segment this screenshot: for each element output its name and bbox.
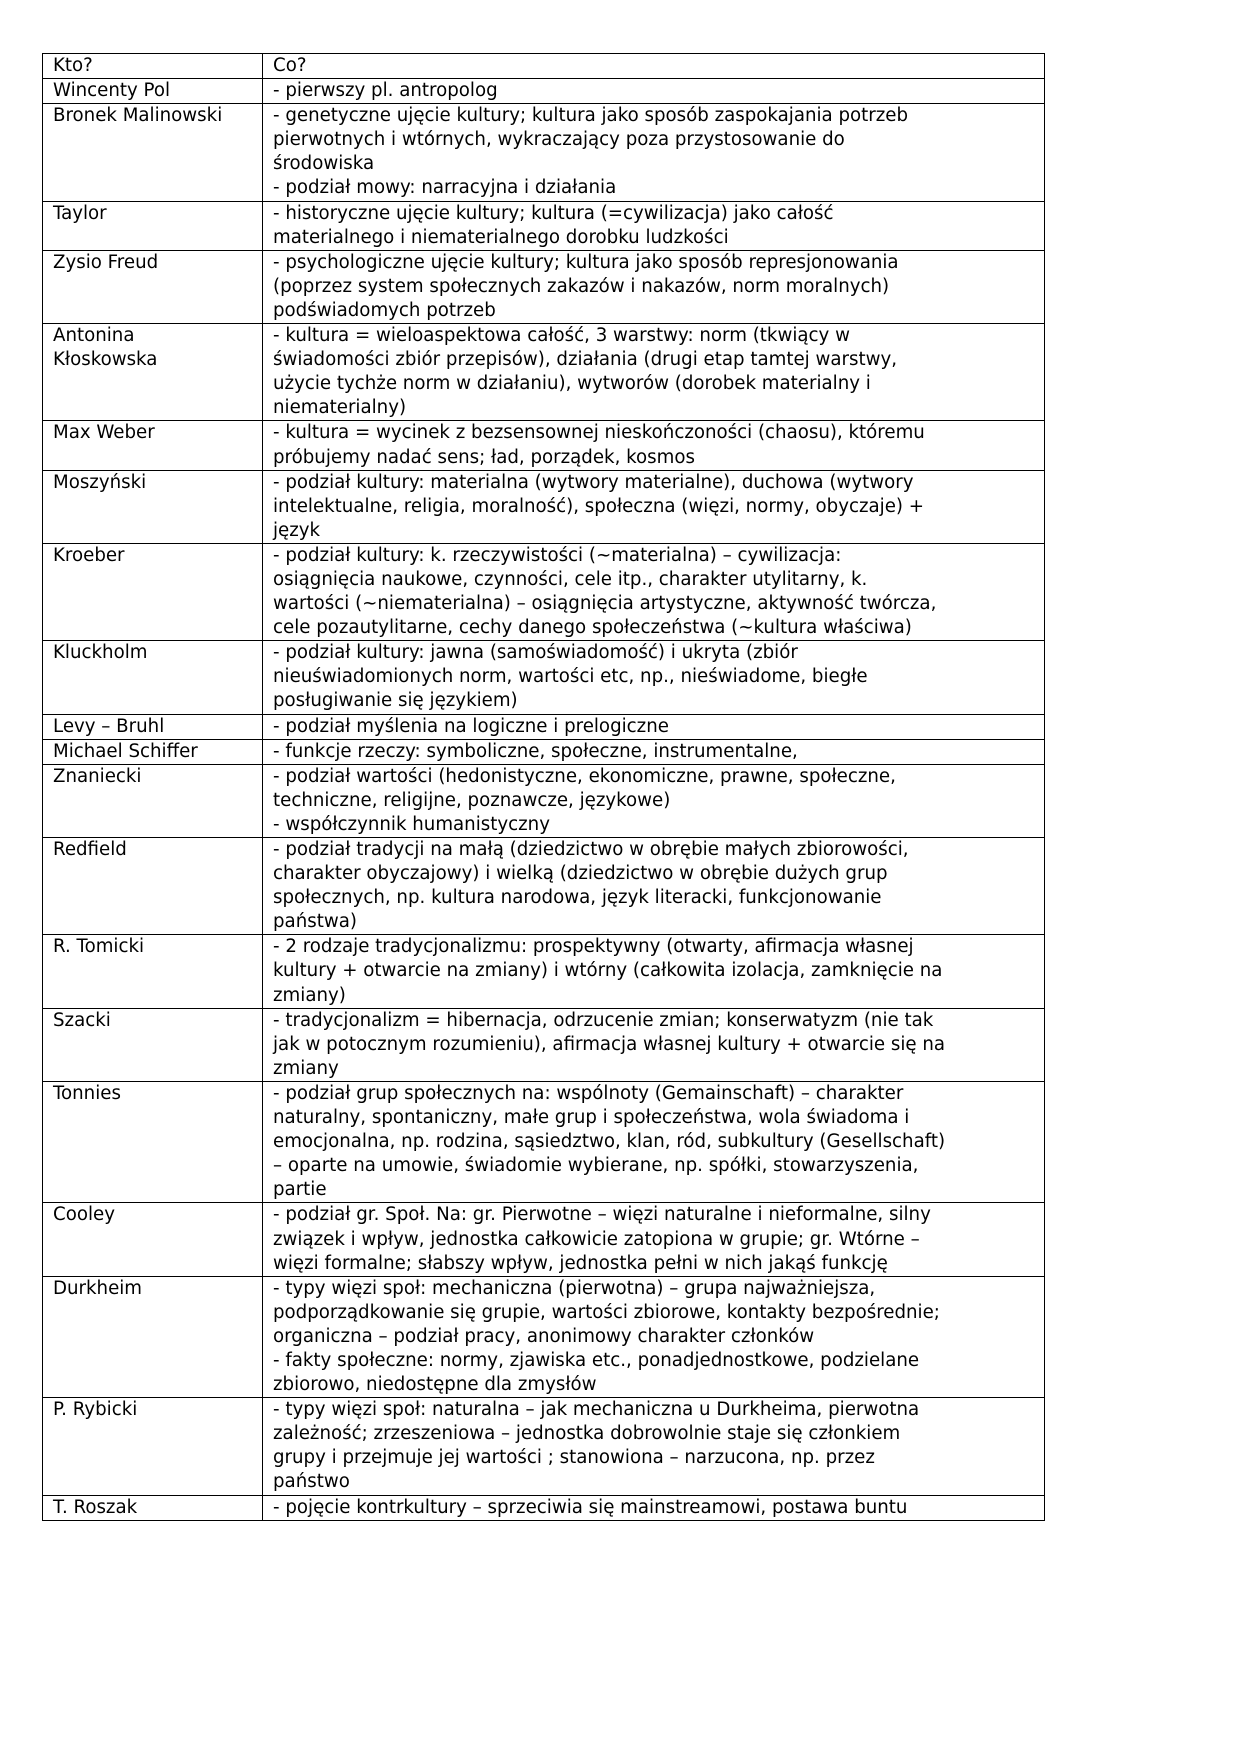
concept-text-line: - fakty społeczne: normy, zjawiska etc., ponadjednostkowe, podzielane <box>273 1349 920 1371</box>
concept-text-line: - typy więzi społ: naturalna – jak mechaniczna u Durkheima, pierwotna <box>273 1399 920 1421</box>
concept-text-line: materialnego i niematerialnego dorobku ludzkości <box>273 226 729 248</box>
person-name-line: Redfield <box>53 839 127 860</box>
person-name-line: Levy – Bruhl <box>53 715 165 737</box>
concept-text-line: charakter obyczajowy) i wielką (dziedzictwo w obrębie dużych grup <box>273 863 888 885</box>
table-row <box>43 1276 1045 1397</box>
concept-text-line: partie <box>273 1179 327 1201</box>
person-cell <box>43 543 263 640</box>
concept-cell <box>263 201 1045 250</box>
person-cell <box>43 421 263 470</box>
concept-cell <box>263 324 1045 421</box>
person-name-line: Tonnies <box>53 1082 121 1104</box>
concept-text-line: świadomości zbiór przepisów), działania (drugi etap tamtej warstwy, <box>273 349 897 371</box>
header-what <box>263 54 1045 79</box>
person-name-line: Bronek Malinowski <box>53 105 223 127</box>
concept-text-line: - podział mowy: narracyjna i działania <box>273 177 617 199</box>
person-cell <box>43 201 263 250</box>
person-name-line: R. Tomicki <box>53 936 145 958</box>
concept-cell <box>263 739 1045 764</box>
table-row <box>43 201 1045 250</box>
concept-text-line: - kultura = wycinek z bezsensownej nieskończoności (chaosu), któremu <box>273 422 925 444</box>
table-row <box>43 421 1045 470</box>
concept-text-line: środowiska <box>273 153 375 175</box>
concept-text-line: - historyczne ujęcie kultury; kultura (=cywilizacja) jako całość <box>273 202 834 224</box>
header-what-label: Co? <box>273 55 307 76</box>
person-name-line: Szacki <box>53 1009 111 1031</box>
person-name-line: Max Weber <box>53 422 155 444</box>
person-name-line: Antonina <box>53 325 135 347</box>
concept-text-line: osiągnięcia naukowe, czynności, cele itp., charakter utylitarny, k. <box>273 568 868 590</box>
person-cell <box>43 935 263 1008</box>
table-row <box>43 470 1045 543</box>
table-body <box>43 54 1045 1521</box>
concept-text-line: język <box>273 519 321 541</box>
concept-text-line: więzi formalne; słabszy wpływ, jednostka pełni w nich jakąś funkcję <box>273 1252 888 1274</box>
concept-text-line: - psychologiczne ujęcie kultury; kultura jako sposób represjonowania <box>273 251 899 273</box>
person-name-line: Durkheim <box>53 1277 143 1299</box>
concept-text-line: kultury + otwarcie na zmiany) i wtórny (całkowita izolacja, zamknięcie na <box>273 960 943 982</box>
person-cell <box>43 714 263 739</box>
concept-text-line: - podział kultury: k. rzeczywistości (~materialna) – cywilizacja: <box>273 544 842 566</box>
concept-cell <box>263 1495 1045 1520</box>
table-row <box>43 1081 1045 1202</box>
table-row <box>43 739 1045 764</box>
concept-text-line: (poprzez system społecznych zakazów i nakazów, norm moralnych) <box>273 275 890 297</box>
person-name-line: Zysio Freud <box>53 251 159 273</box>
person-cell <box>43 104 263 201</box>
concept-text-line: - typy więzi społ: mechaniczna (pierwotna) – grupa najważniejsza, <box>273 1277 876 1299</box>
person-name-line: Taylor <box>53 202 107 224</box>
person-cell <box>43 1398 263 1495</box>
concept-cell <box>263 1398 1045 1495</box>
concept-cell <box>263 641 1045 714</box>
concept-text-line: państwa) <box>273 911 357 933</box>
concept-text-line: zbiorowo, niedostępne dla zmysłów <box>273 1374 597 1396</box>
person-cell <box>43 1008 263 1081</box>
table-header-row <box>43 54 1045 79</box>
concept-text-line: niematerialny) <box>273 397 407 419</box>
concept-text-line: – oparte na umowie, świadomie wybierane, np. spółki, stowarzyszenia, <box>273 1155 919 1177</box>
person-name-line: Kroeber <box>53 544 125 566</box>
concept-text-line: intelektualne, religia, moralność), społeczna (więzi, normy, obyczaje) + <box>273 495 925 517</box>
person-cell <box>43 250 263 323</box>
table-row <box>43 935 1045 1008</box>
concept-text-line: - tradycjonalizm = hibernacja, odrzucenie zmian; konserwatyzm (nie tak <box>273 1009 934 1031</box>
concept-text-line: emocjonalna, np. rodzina, sąsiedztwo, klan, ród, subkultury (Gesellschaft) <box>273 1131 946 1153</box>
table-row <box>43 1203 1045 1276</box>
concept-text-line: - 2 rodzaje tradycjonalizmu: prospektywny (otwarty, afirmacja własnej <box>273 936 914 958</box>
person-cell <box>43 1203 263 1276</box>
concept-cell <box>263 764 1045 837</box>
person-cell <box>43 1495 263 1520</box>
concept-text-line: posługiwanie się językiem) <box>273 690 518 712</box>
table-row <box>43 1398 1045 1495</box>
concept-text-line: - kultura = wieloaspektowa całość, 3 warstwy: norm (tkwiący w <box>273 325 850 347</box>
person-cell <box>43 641 263 714</box>
table-row <box>43 79 1045 104</box>
person-cell <box>43 739 263 764</box>
person-cell <box>43 470 263 543</box>
concept-text-line: zmiany) <box>273 984 346 1006</box>
person-cell <box>43 1276 263 1397</box>
concept-cell <box>263 935 1045 1008</box>
table-row <box>43 543 1045 640</box>
concept-text-line: związek i wpływ, jednostka całkowicie zatopiona w grupie; gr. Wtórne – <box>273 1228 920 1250</box>
person-cell <box>43 838 263 935</box>
concept-text-line: - podział kultury: materialna (wytwory materialne), duchowa (wytwory <box>273 471 914 493</box>
table-row <box>43 250 1045 323</box>
concept-cell <box>263 1276 1045 1397</box>
concept-text-line: - podział grup społecznych na: wspólnoty (Gemainschaft) – charakter <box>273 1082 904 1104</box>
concept-cell <box>263 250 1045 323</box>
concept-text-line: grupy i przejmuje jej wartości ; stanowiona – narzucona, np. przez <box>273 1447 875 1469</box>
person-name-line: Kluckholm <box>53 642 148 664</box>
person-cell <box>43 1081 263 1202</box>
concept-cell <box>263 421 1045 470</box>
concept-text-line: - podział kultury: jawna (samoświadomość) i ukryta (zbiór <box>273 642 798 664</box>
concept-text-line: zmiany <box>273 1057 339 1079</box>
table-row <box>43 714 1045 739</box>
concept-text-line: podporządkowanie się grupie, wartości zbiorowe, kontakty bezpośrednie; <box>273 1301 940 1323</box>
table-row <box>43 324 1045 421</box>
concept-text-line: techniczne, religijne, poznawcze, językowe) <box>273 789 671 811</box>
header-who <box>43 54 263 79</box>
person-name-line: Moszyński <box>53 471 147 493</box>
concept-cell <box>263 79 1045 104</box>
concept-text-line: jak w potocznym rozumieniu), afirmacja własnej kultury + otwarcie się na <box>273 1033 946 1055</box>
concept-cell <box>263 104 1045 201</box>
concept-text-line: wartości (~niematerialna) – osiągnięcia artystyczne, aktywność twórcza, <box>273 593 937 615</box>
concept-text-line: - podział gr. Społ. Na: gr. Pierwotne – więzi naturalne i nieformalne, silny <box>273 1204 931 1226</box>
concept-text-line: - pierwszy pl. antropolog <box>273 80 498 102</box>
person-cell <box>43 324 263 421</box>
concept-text-line: cele pozautylitarne, cechy danego społeczeństwa (~kultura właściwa) <box>273 617 912 639</box>
concept-cell <box>263 470 1045 543</box>
person-name-line: Znaniecki <box>53 765 142 787</box>
concept-text-line: pierwotnych i wtórnych, wykraczający poza przystosowanie do <box>273 129 845 151</box>
header-who-label: Kto? <box>53 55 93 76</box>
person-name-line: Michael Schiffer <box>53 740 198 762</box>
person-cell <box>43 79 263 104</box>
table-row <box>43 1495 1045 1520</box>
person-name-line: P. Rybicki <box>53 1399 138 1421</box>
person-name-line: Cooley <box>53 1204 115 1226</box>
concept-text-line: użycie tychże norm w działaniu), wytworów (dorobek materialny i <box>273 373 871 395</box>
concept-cell <box>263 838 1045 935</box>
concept-cell <box>263 543 1045 640</box>
concept-text-line: społecznych, np. kultura narodowa, język literacki, funkcjonowanie <box>273 887 882 909</box>
concept-cell <box>263 1008 1045 1081</box>
table-row <box>43 641 1045 714</box>
person-cell <box>43 764 263 837</box>
concept-text-line: - podział myślenia na logiczne i prelogiczne <box>273 715 669 737</box>
concept-text-line: - genetyczne ujęcie kultury; kultura jako sposób zaspokajania potrzeb <box>273 105 909 127</box>
table-row <box>43 838 1045 935</box>
concept-cell <box>263 1081 1045 1202</box>
concept-text-line: próbujemy nadać sens; ład, porządek, kosmos <box>273 446 695 468</box>
concept-text-line: podświadomych potrzeb <box>273 299 496 321</box>
concept-text-line: naturalny, spontaniczny, małe grup i społeczeństwa, wola świadoma i <box>273 1107 910 1129</box>
concept-text-line: państwo <box>273 1471 350 1493</box>
concept-cell <box>263 1203 1045 1276</box>
concept-cell <box>263 714 1045 739</box>
table-row <box>43 764 1045 837</box>
concept-text-line: - podział wartości (hedonistyczne, ekonomiczne, prawne, społeczne, <box>273 765 896 787</box>
concept-text-line: - podział tradycji na małą (dziedzictwo w obrębie małych zbiorowości, <box>273 839 909 860</box>
table-row <box>43 1008 1045 1081</box>
people-concepts-table <box>42 53 1045 1521</box>
concept-text-line: organiczna – podział pracy, anonimowy charakter członków <box>273 1325 815 1347</box>
person-name-line: T. Roszak <box>53 1496 138 1518</box>
concept-text-line: - współczynnik humanistyczny <box>273 813 550 835</box>
concept-text-line: - pojęcie kontrkultury – sprzeciwia się mainstreamowi, postawa buntu <box>273 1496 908 1518</box>
concept-text-line: zależność; zrzeszeniowa – jednostka dobrowolnie staje się członkiem <box>273 1423 901 1445</box>
person-name-line: Kłoskowska <box>53 349 158 371</box>
table-row <box>43 104 1045 201</box>
concept-text-line: nieuświadomionych norm, wartości etc, np., nieświadome, biegłe <box>273 666 868 688</box>
concept-text-line: - funkcje rzeczy: symboliczne, społeczne, instrumentalne, <box>273 740 798 762</box>
person-name-line: Wincenty Pol <box>53 80 171 102</box>
